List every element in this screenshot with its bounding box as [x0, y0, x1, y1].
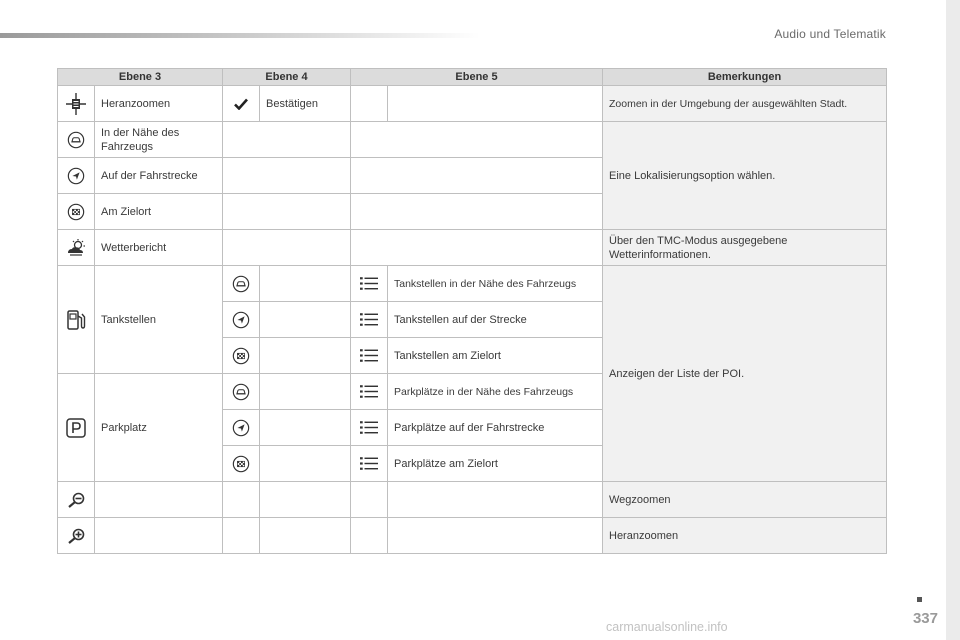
- cell-label: Tankstellen auf der Strecke: [388, 302, 603, 338]
- cell-remark: Anzeigen der Liste der POI.: [603, 266, 887, 482]
- magnify-minus-icon: [66, 492, 86, 508]
- cell-label: Parkplätze am Zielort: [388, 446, 603, 482]
- destination-flag-icon: [232, 455, 250, 473]
- cell-label: Tankstellen in der Nähe des Fahrzeugs: [388, 266, 603, 302]
- table-row: [58, 518, 887, 554]
- cell-label: Parkplätze auf der Fahrstrecke: [388, 410, 603, 446]
- cell-label: Parkplätze in der Nähe des Fahrzeugs: [388, 374, 603, 410]
- col-header: Ebene 5: [351, 69, 603, 86]
- cell-remark: Heranzoomen: [603, 518, 887, 554]
- list-icon: [360, 348, 378, 363]
- zoom-map-icon: [66, 93, 86, 115]
- table-header-row: [58, 69, 887, 86]
- destination-flag-icon: [67, 203, 85, 221]
- cell-label: Heranzoomen: [95, 86, 223, 122]
- magnify-plus-icon: [66, 528, 86, 544]
- cell-remark: Eine Lokalisierungsoption wählen.: [603, 122, 887, 230]
- list-icon: [360, 420, 378, 435]
- car-front-icon: [232, 275, 250, 293]
- list-icon: [360, 312, 378, 327]
- col-header: Bemerkungen: [603, 69, 887, 86]
- destination-flag-icon: [232, 347, 250, 365]
- page-edge-strip: [946, 0, 960, 640]
- menu-table: [57, 68, 887, 554]
- table-row: [58, 122, 887, 158]
- car-front-icon: [67, 131, 85, 149]
- checkmark-icon: [234, 98, 248, 110]
- page-marker: [917, 597, 922, 602]
- cell-label: Am Zielort: [95, 194, 223, 230]
- list-icon: [360, 456, 378, 471]
- cell-label: Bestätigen: [260, 86, 351, 122]
- cell-remark: Wegzoomen: [603, 482, 887, 518]
- table-row: [58, 230, 887, 266]
- header-bar: [0, 33, 480, 38]
- car-front-icon: [232, 383, 250, 401]
- route-arrow-icon: [232, 311, 250, 329]
- cell-label: In der Nähe des Fahrzeugs: [95, 122, 223, 158]
- fuel-pump-icon: [66, 309, 86, 331]
- cell-label: Parkplatz: [95, 374, 223, 482]
- route-arrow-icon: [232, 419, 250, 437]
- table-row: [58, 266, 887, 302]
- table-row: [58, 86, 887, 122]
- list-icon: [360, 384, 378, 399]
- list-icon: [360, 276, 378, 291]
- cell-label: Tankstellen: [95, 266, 223, 374]
- cell-remark: Zoomen in der Umgebung der ausgewählten Stadt.: [603, 86, 887, 122]
- col-header: Ebene 4: [223, 69, 351, 86]
- page-number: 337: [912, 610, 938, 627]
- cell-label: Wetterbericht: [95, 230, 223, 266]
- col-header: Ebene 3: [58, 69, 223, 86]
- cell-label: Tankstellen am Zielort: [388, 338, 603, 374]
- table-row: [58, 482, 887, 518]
- section-title: Audio und Telematik: [774, 27, 886, 41]
- weather-icon: [66, 239, 86, 257]
- parking-icon: [66, 418, 86, 438]
- route-arrow-icon: [67, 167, 85, 185]
- watermark: carmanualsonline.info: [606, 620, 728, 634]
- cell-remark: Über den TMC-Modus ausgegebene Wetterinformationen.: [603, 230, 887, 266]
- cell-label: Auf der Fahrstrecke: [95, 158, 223, 194]
